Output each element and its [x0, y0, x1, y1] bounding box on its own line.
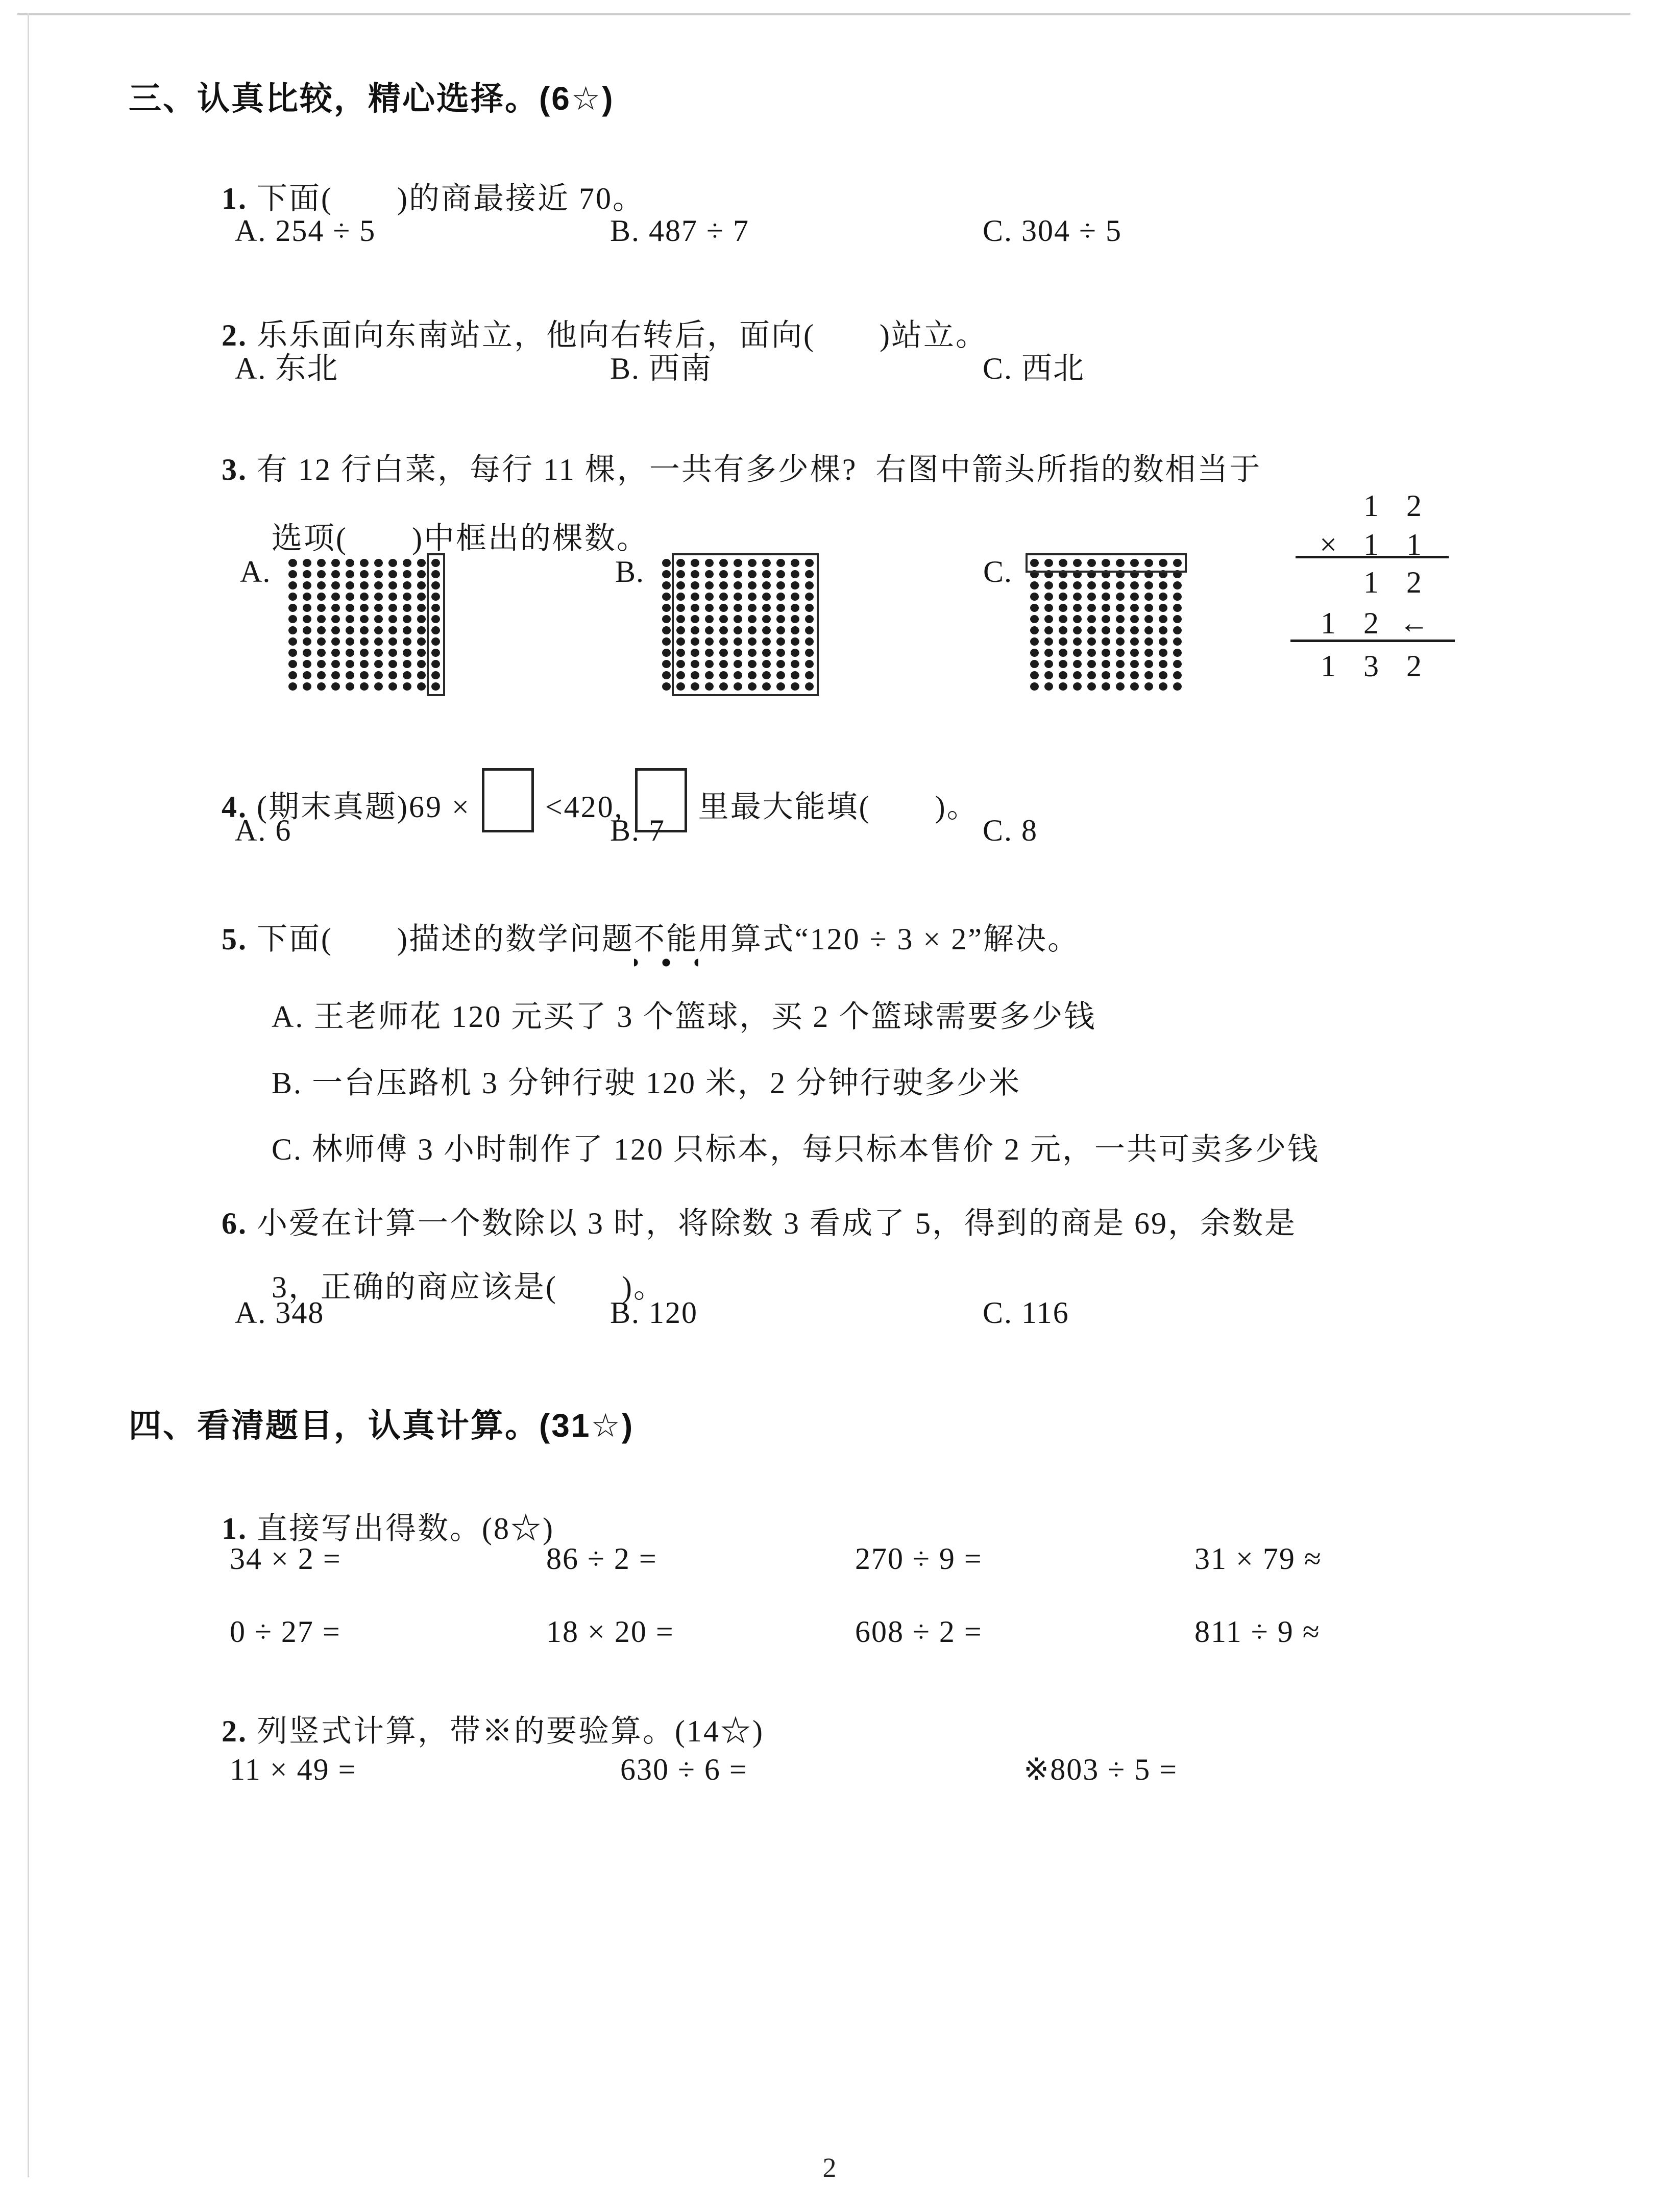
q6-text-2: 3，正确的商应该是( )。 [272, 1270, 666, 1304]
scan-artifact-left [28, 13, 29, 2177]
q3-figure-a-label: A. [240, 555, 271, 588]
q4-option-b: B. 7 [610, 814, 666, 847]
mult-cell: 2 [1406, 649, 1422, 683]
calc-item: 18 × 20 = [546, 1615, 674, 1649]
q1-option-c: C. 304 ÷ 5 [983, 214, 1122, 248]
q3-dot-grid-c [1028, 557, 1185, 692]
mult-partial-product-1 [1307, 564, 1435, 601]
q4-text-mid: <420, [545, 790, 624, 824]
s4-q1-number: 1. [222, 1512, 248, 1545]
mult-cell: 1 [1363, 528, 1379, 561]
q5-option-a-text: A. 王老师花 120 元买了 3 个篮球，买 2 个篮球需要多少钱 [272, 1000, 1096, 1034]
q5-number: 5. [222, 922, 248, 956]
mult-multiplicand-row [1307, 487, 1435, 524]
q4-blank-box-1 [482, 768, 534, 832]
q3-dot-grid-b [660, 557, 817, 692]
q6-option-c: C. 116 [983, 1296, 1069, 1330]
q1-option-b: B. 487 ÷ 7 [610, 214, 749, 248]
calc-item: 0 ÷ 27 = [230, 1615, 341, 1649]
q3-figure-c-label: C. [983, 555, 1013, 588]
mult-cell: 2 [1406, 489, 1422, 523]
q3-figure-b [615, 555, 817, 692]
q2-number: 2. [222, 318, 248, 352]
mult-cell: 1 [1321, 606, 1336, 640]
calc-item: 811 ÷ 9 ≈ [1194, 1615, 1321, 1649]
mult-rule-2 [1290, 640, 1455, 642]
calc-item: 86 ÷ 2 = [546, 1542, 657, 1576]
q2-option-a: A. 东北 [235, 352, 339, 385]
q2-text: 乐乐面向东南站立，他向右转后，面向( )站立。 [257, 318, 988, 352]
q5-text-before: 下面( )描述的数学问题 [257, 922, 634, 956]
mult-cell [1307, 487, 1350, 524]
mult-cell: 2 [1363, 606, 1379, 640]
section-3-title: 三、认真比较，精心选择。(6☆) [129, 80, 615, 117]
q6-text-1: 小爱在计算一个数除以 3 时，将除数 3 看成了 5，得到的商是 69，余数是 [257, 1207, 1297, 1240]
q3-text-2: 选项( )中框出的棵数。 [272, 522, 649, 555]
mult-cell: 1 [1363, 489, 1379, 523]
q5-emphasized-text: 不能 [634, 922, 698, 968]
q6-option-b: B. 120 [610, 1296, 698, 1330]
s4-q2-text: 列竖式计算，带※的要验算。(14☆) [257, 1714, 764, 1748]
calc-item: 270 ÷ 9 = [855, 1542, 983, 1576]
calc-item: 608 ÷ 2 = [855, 1615, 983, 1649]
mult-cell: 2 [1406, 566, 1422, 599]
q4-line [185, 733, 979, 867]
scan-artifact-top [17, 13, 1630, 15]
vertical-calc-item: ※803 ÷ 5 = [1023, 1753, 1178, 1786]
vertical-calc-item: 11 × 49 = [230, 1753, 357, 1786]
q1-option-a: A. 254 ÷ 5 [235, 214, 376, 248]
calc-item: 31 × 79 ≈ [1194, 1542, 1322, 1576]
q2-option-c: C. 西北 [983, 352, 1085, 385]
q4-text-prefix: (期末真题)69 × [257, 790, 471, 824]
mult-product-row [1307, 648, 1435, 684]
q4-text-suffix: 里最大能填( )。 [698, 790, 979, 824]
mult-cell: 1 [1363, 566, 1379, 599]
q3-dot-grid-a [286, 557, 443, 692]
q4-option-a: A. 6 [235, 814, 292, 847]
mult-times-sign: × [1320, 528, 1337, 561]
section-4-title: 四、看清题目，认真计算。(31☆) [129, 1407, 635, 1444]
mult-cell: 1 [1321, 649, 1336, 683]
vertical-calc-item: 630 ÷ 6 = [620, 1753, 748, 1786]
s4-q2-number: 2. [222, 1714, 248, 1748]
q5-option-b-text: B. 一台压路机 3 分钟行驶 120 米，2 分钟行驶多少米 [272, 1066, 1021, 1100]
q4-number: 4. [222, 790, 248, 824]
q2-option-b: B. 西南 [610, 352, 713, 385]
q5-option-c-text: C. 林师傅 3 小时制作了 120 只标本，每只标本售价 2 元，一共可卖多少钱 [272, 1133, 1320, 1166]
q1-number: 1. [222, 182, 248, 215]
page-number: 2 [822, 2152, 837, 2183]
mult-cell [1307, 564, 1350, 601]
q3-figure-a [240, 555, 443, 692]
s4-q1-text: 直接写出得数。(8☆) [257, 1512, 554, 1545]
calc-item: 34 × 2 = [230, 1542, 341, 1576]
mult-cell: 3 [1363, 649, 1379, 683]
q1-text: 下面( )的商最接近 70。 [257, 182, 645, 215]
q5-text-after: 用算式“120 ÷ 3 × 2”解决。 [698, 922, 1080, 956]
arrow-left-icon: ← [1399, 606, 1429, 640]
q3-number: 3. [222, 453, 248, 486]
q3-figure-c [983, 555, 1185, 692]
mult-cell: 1 [1406, 528, 1422, 561]
mult-partial-product-2 [1307, 605, 1435, 642]
q6-number: 6. [222, 1207, 248, 1240]
mult-rule-1 [1296, 556, 1449, 558]
q6-option-a: A. 348 [235, 1296, 325, 1330]
q4-option-c: C. 8 [983, 814, 1038, 847]
q3-figure-b-label: B. [615, 555, 645, 588]
q3-text-1: 有 12 行白菜，每行 11 棵，一共有多少棵? 右图中箭头所指的数相当于 [257, 453, 1262, 486]
